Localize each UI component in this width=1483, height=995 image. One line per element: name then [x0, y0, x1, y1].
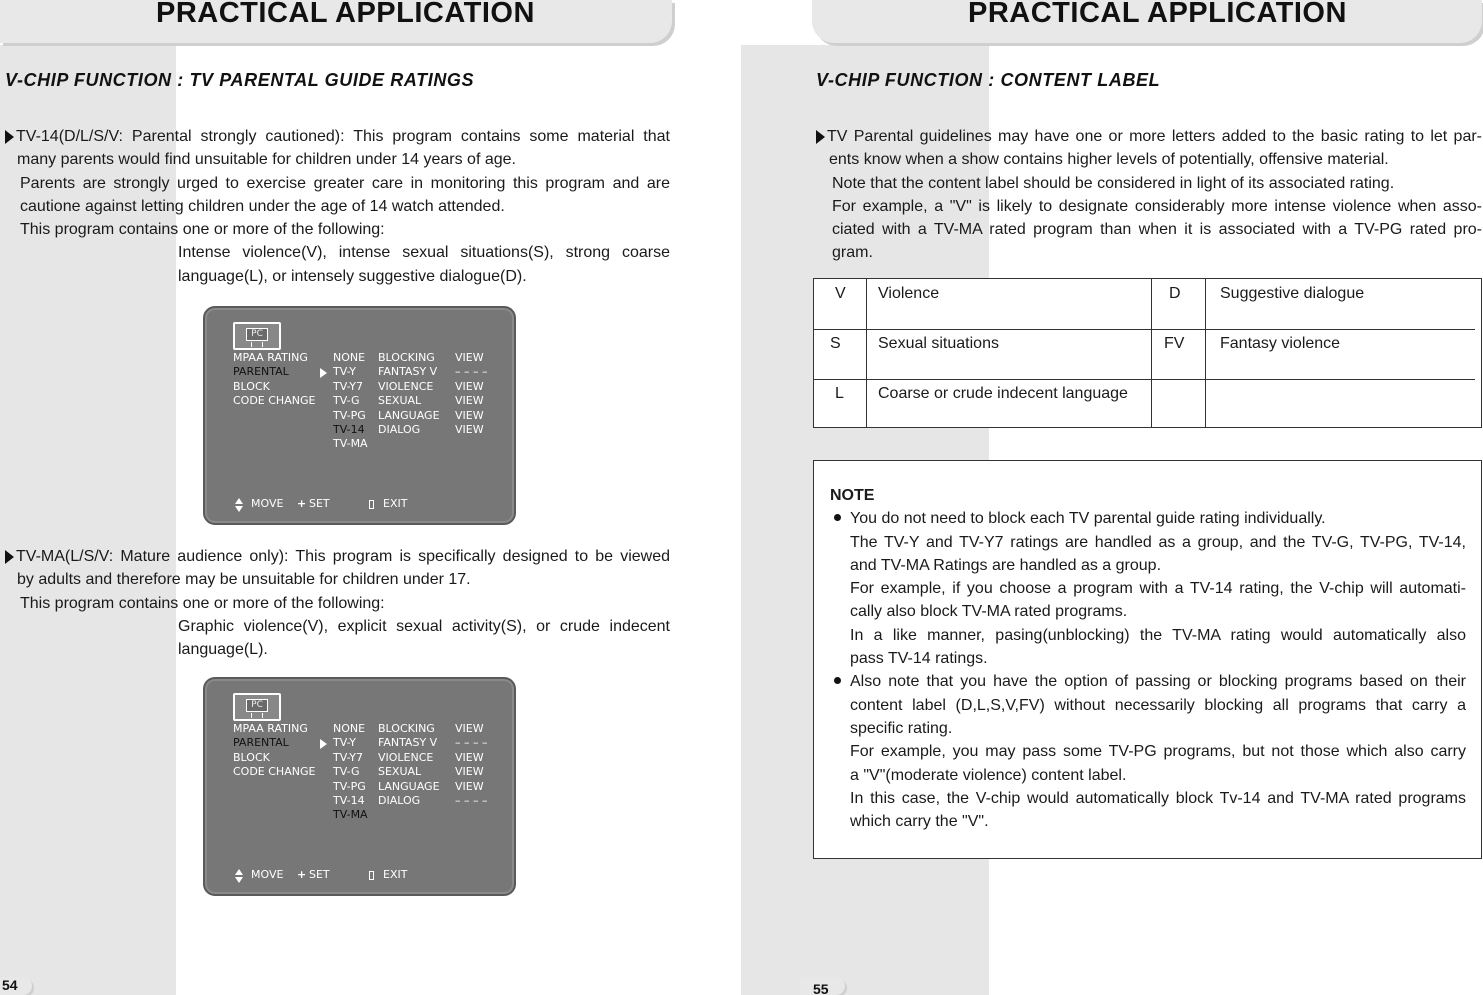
plus-icon: +	[297, 497, 307, 510]
label-code: FV	[1164, 335, 1185, 352]
state-value[interactable]: – – – –	[455, 736, 488, 750]
note-line: Also note that you have the option of passing or blocking programs based on their	[850, 673, 1466, 691]
tvma-line: language(L).	[178, 641, 268, 659]
state-value[interactable]: VIEW	[455, 422, 484, 436]
category-sexual[interactable]: SEXUAL	[378, 765, 422, 779]
category-list	[378, 351, 440, 437]
tv14-description	[5, 125, 670, 288]
menu-item-code-change[interactable]: CODE CHANGE	[233, 394, 316, 408]
tvma-description	[5, 545, 670, 661]
bullet-dot-icon	[834, 514, 841, 521]
note-line: pass TV-14 ratings.	[850, 650, 988, 668]
note-line: content label (D,L,S,V,FV) without necessarily blocking all programs that carry a	[850, 696, 1466, 714]
category-violence[interactable]: VIOLENCE	[378, 379, 434, 393]
menu-item-parental[interactable]: PARENTAL	[233, 736, 289, 750]
menu-item-block[interactable]: BLOCK	[233, 379, 270, 393]
label-description: Fantasy violence	[1220, 335, 1341, 352]
tv-menu-screen-tv14	[203, 306, 516, 525]
label-code: V	[835, 285, 846, 302]
tv-menu-screen-tvma	[203, 677, 516, 896]
note-line: which carry the "V".	[850, 813, 989, 831]
category-blocking: BLOCKING	[378, 351, 435, 364]
tv14-line: language(L), or intensely suggestive dialogue(D).	[178, 267, 527, 285]
note-line: a "V"(moderate violence) content label.	[850, 766, 1127, 784]
rating-tv-pg[interactable]: TV-PG	[333, 408, 366, 422]
left-header-tab	[0, 0, 672, 43]
tv14-line: cautione against letting children under the age of 14 watch attended.	[20, 197, 505, 215]
intro-line: ciated with a TV-MA rated program than when it is associated with a TV-PG rated pro-	[832, 221, 1482, 239]
tv14-line: This program contains one or more of the following:	[20, 221, 385, 239]
state-value[interactable]: – – – –	[455, 365, 488, 379]
tv14-line: Parents are strongly urged to exercise greater care in monitoring this program and are	[20, 174, 670, 192]
rating-tv-14[interactable]: TV-14	[333, 422, 365, 436]
set-label: SET	[309, 497, 330, 510]
rating-tv-14[interactable]: TV-14	[333, 793, 365, 807]
tvma-line: TV-MA(L/S/V: Mature audience only): This program is specifically designed to be viewed	[16, 548, 670, 565]
selection-arrow-icon	[320, 368, 327, 378]
content-label-intro	[816, 125, 1482, 265]
menu-item-mpaa-rating[interactable]: MPAA RATING	[233, 722, 308, 735]
category-language[interactable]: LANGUAGE	[378, 779, 440, 793]
intro-line: gram.	[832, 244, 873, 262]
tvma-line: by adults and therefore may be unsuitable for children under 17.	[17, 571, 471, 589]
rating-tv-ma[interactable]: TV-MA	[333, 437, 368, 451]
note-line: For example, you may pass some TV-PG programs, but not those which also carry	[850, 743, 1466, 761]
right-section-title: V-CHIP FUNCTION : CONTENT LABEL	[816, 70, 1161, 90]
note-line: specific rating.	[850, 719, 953, 737]
left-page-number: 54	[2, 977, 18, 993]
rating-tv-y[interactable]: TV-Y	[333, 365, 356, 379]
state-value: VIEW	[455, 722, 484, 735]
tv14-line: many parents would find unsuitable for children under 14 years of age.	[17, 151, 516, 169]
label-code: S	[830, 335, 841, 352]
tv14-line: TV-14(D/L/S/V: Parental strongly cautioned): This program contains some material that	[16, 128, 670, 145]
arrow-bullet-icon	[5, 550, 14, 564]
state-value[interactable]: VIEW	[455, 750, 484, 764]
note-line: For example, if you choose a program with a TV-14 rating, the V-chip will automati-	[850, 580, 1466, 598]
label-description: Violence	[878, 285, 940, 302]
rating-tv-y[interactable]: TV-Y	[333, 736, 356, 750]
menu-list	[233, 351, 315, 409]
intro-line: Note that the content label should be considered in light of its associated rating.	[832, 174, 1395, 192]
pc-monitor-icon: PC	[233, 693, 281, 721]
label-code: L	[835, 385, 844, 402]
tv14-line: Intense violence(V), intense sexual situations(S), strong coarse	[178, 244, 670, 262]
state-value: VIEW	[455, 351, 484, 364]
label-description: Coarse or crude indecent language	[878, 385, 1128, 402]
menu-item-code-change[interactable]: CODE CHANGE	[233, 765, 316, 779]
arrow-bullet-icon	[816, 130, 825, 144]
state-list	[455, 351, 488, 437]
rating-none[interactable]: NONE	[333, 722, 366, 735]
state-value[interactable]: VIEW	[455, 408, 484, 422]
set-label: SET	[309, 868, 330, 881]
move-label: MOVE	[251, 497, 284, 510]
note-line: In this case, the V-chip would automatically block Tv-14 and TV-MA rated programs	[850, 789, 1466, 807]
menu-item-parental[interactable]: PARENTAL	[233, 365, 289, 379]
category-dialog[interactable]: DIALOG	[378, 793, 421, 807]
category-fantasy[interactable]: FANTASY V	[378, 365, 438, 379]
exit-key-icon	[369, 871, 374, 880]
bullet-dot-icon	[834, 677, 841, 684]
note-line: In a like manner, pasing(unblocking) the TV-MA rating would automatically also	[850, 626, 1466, 644]
note-line: The TV-Y and TV-Y7 ratings are handled as a group, and the TV-G, TV-PG, TV-14,	[850, 533, 1466, 551]
intro-line: ents know when a show contains higher levels of potentially, offensive material.	[829, 151, 1389, 169]
state-value[interactable]: VIEW	[455, 394, 484, 408]
tvma-line: Graphic violence(V), explicit sexual activity(S), or crude indecent	[178, 617, 670, 635]
state-value[interactable]: VIEW	[455, 765, 484, 779]
category-blocking: BLOCKING	[378, 722, 435, 735]
note-line: You do not need to block each TV parental guide rating individually.	[850, 510, 1326, 528]
tvma-line: This program contains one or more of the following:	[20, 594, 385, 612]
screen-footer	[235, 868, 495, 884]
screen-footer	[235, 497, 495, 513]
label-description: Suggestive dialogue	[1220, 285, 1365, 302]
move-label: MOVE	[251, 868, 284, 881]
menu-item-block[interactable]: BLOCK	[233, 750, 270, 764]
note-title: NOTE	[830, 487, 875, 504]
up-down-arrow-icon	[235, 498, 243, 512]
note-line: cally also block TV-MA rated programs.	[850, 603, 1128, 621]
exit-label: EXIT	[383, 868, 408, 881]
content-label-table	[813, 278, 1482, 428]
menu-list	[233, 722, 315, 780]
intro-line: TV Parental guidelines may have one or more letters added to the basic rating to let par-	[827, 128, 1482, 145]
rating-tv-y7[interactable]: TV-Y7	[333, 750, 363, 764]
plus-icon: +	[297, 868, 307, 881]
rating-none[interactable]: NONE	[333, 351, 366, 364]
arrow-bullet-icon	[5, 130, 14, 144]
category-list	[378, 722, 440, 808]
exit-label: EXIT	[383, 497, 408, 510]
right-page-number: 55	[813, 981, 829, 995]
note-content	[830, 484, 1466, 833]
rating-tv-y7[interactable]: TV-Y7	[333, 379, 363, 393]
rating-list	[333, 722, 368, 823]
exit-key-icon	[369, 500, 374, 509]
category-language[interactable]: LANGUAGE	[378, 408, 440, 422]
right-page-header: PRACTICAL APPLICATION	[968, 0, 1347, 29]
category-dialog[interactable]: DIALOG	[378, 422, 421, 436]
rating-tv-g[interactable]: TV-G	[333, 765, 360, 779]
note-box	[813, 460, 1482, 859]
pc-monitor-icon: PC	[233, 322, 281, 350]
left-section-title: V-CHIP FUNCTION : TV PARENTAL GUIDE RATINGS	[5, 70, 475, 90]
rating-tv-ma[interactable]: TV-MA	[333, 808, 368, 822]
selection-arrow-icon	[320, 739, 327, 749]
intro-line: For example, a "V" is likely to designate considerably more intense violence when asso-	[832, 197, 1482, 215]
right-header-tab	[812, 0, 1482, 43]
state-value[interactable]: VIEW	[455, 779, 484, 793]
category-violence[interactable]: VIOLENCE	[378, 750, 434, 764]
note-line: and TV-MA Ratings are handled as a group.	[850, 556, 1162, 574]
rating-list	[333, 351, 368, 452]
left-page-header: PRACTICAL APPLICATION	[156, 0, 535, 29]
up-down-arrow-icon	[235, 869, 243, 883]
category-sexual[interactable]: SEXUAL	[378, 394, 422, 408]
state-value[interactable]: VIEW	[455, 379, 484, 393]
label-code: D	[1169, 285, 1181, 302]
label-description: Sexual situations	[878, 335, 999, 352]
rating-tv-pg[interactable]: TV-PG	[333, 779, 366, 793]
state-list	[455, 722, 488, 808]
menu-item-mpaa-rating[interactable]: MPAA RATING	[233, 351, 308, 364]
rating-tv-g[interactable]: TV-G	[333, 394, 360, 408]
state-value[interactable]: – – – –	[455, 793, 488, 807]
category-fantasy[interactable]: FANTASY V	[378, 736, 438, 750]
